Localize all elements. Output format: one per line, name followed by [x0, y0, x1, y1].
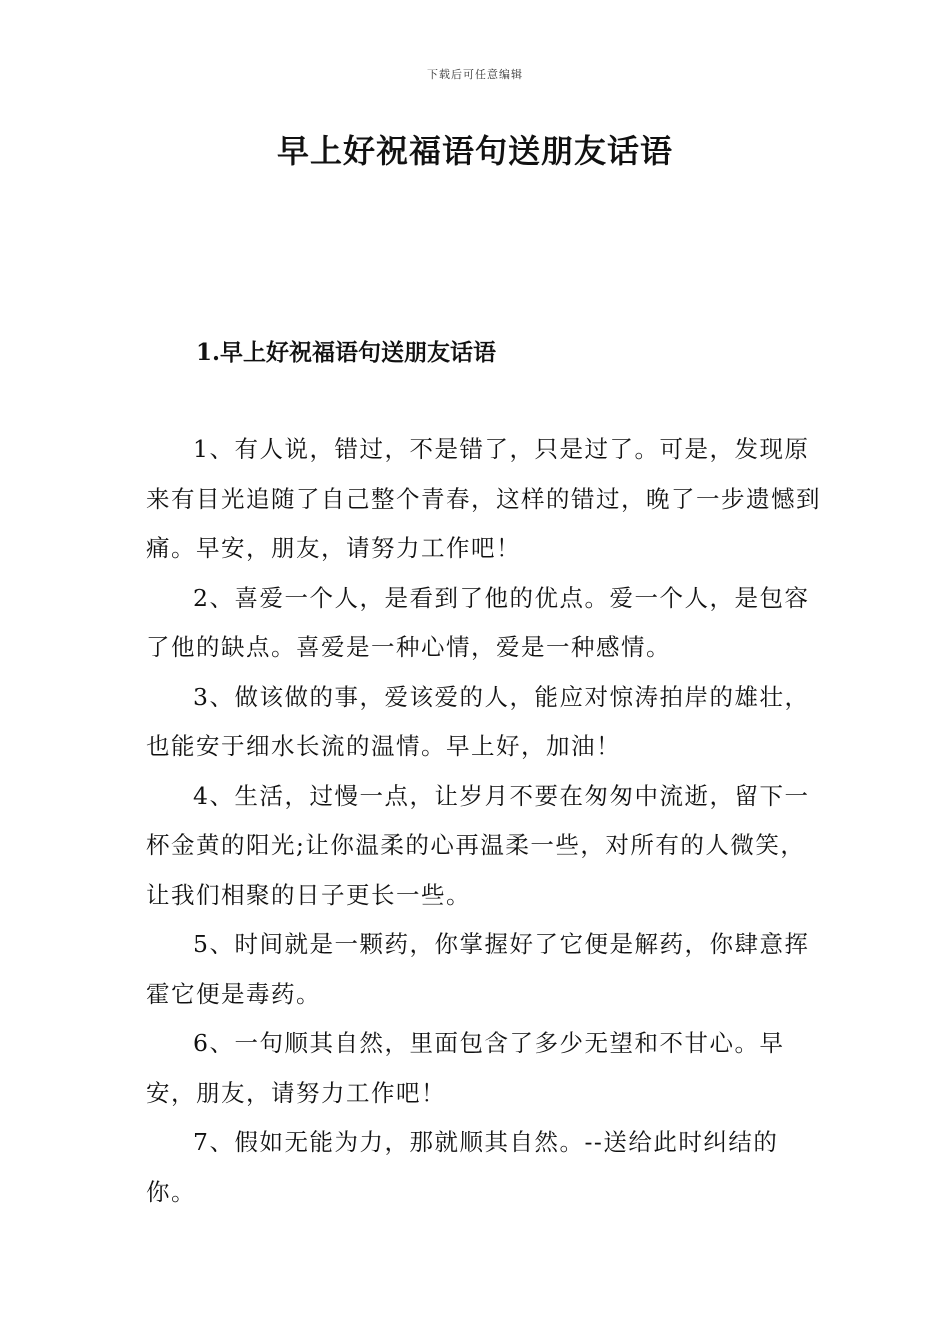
paragraph-6: 6、一句顺其自然，里面包含了多少无望和不甘心。早安，朋友，请努力工作吧！: [146, 1029, 785, 1107]
body-text: [146, 425, 822, 1217]
paragraph-4: 4、生活，过慢一点，让岁月不要在匆匆中流逝，留下一杯金黄的阳光;让你温柔的心再温柔一些，对所有的人微笑，让我们相聚的日子更长一些。: [146, 781, 810, 909]
paragraph-1: 1、有人说，错过，不是错了，只是过了。可是，发现原来有目光追随了自己整个青春，这样的错过，晚了一步遗憾到痛。早安，朋友，请努力工作吧！: [146, 435, 821, 562]
section-heading: 1.早上好祝福语句送朋友话语: [196, 339, 497, 366]
paragraph-5: 5、时间就是一颗药，你掌握好了它便是解药，你肆意挥霍它便是毒药。: [146, 930, 810, 1008]
paragraph-7: 7、假如无能为力，那就顺其自然。--送给此时纠结的你。: [146, 1128, 779, 1206]
paragraph-3: 3、做该做的事，爱该爱的人，能应对惊涛拍岸的雄壮，也能安于细水长流的温情。早上好，加油！: [146, 682, 810, 760]
document-title: 早上好祝福语句送朋友话语: [276, 132, 673, 170]
header-note: 下载后可任意编辑: [427, 68, 523, 81]
paragraph-2: 2、喜爱一个人，是看到了他的优点。爱一个人，是包容了他的缺点。喜爱是一种心情，爱是一种感情。: [146, 583, 810, 661]
